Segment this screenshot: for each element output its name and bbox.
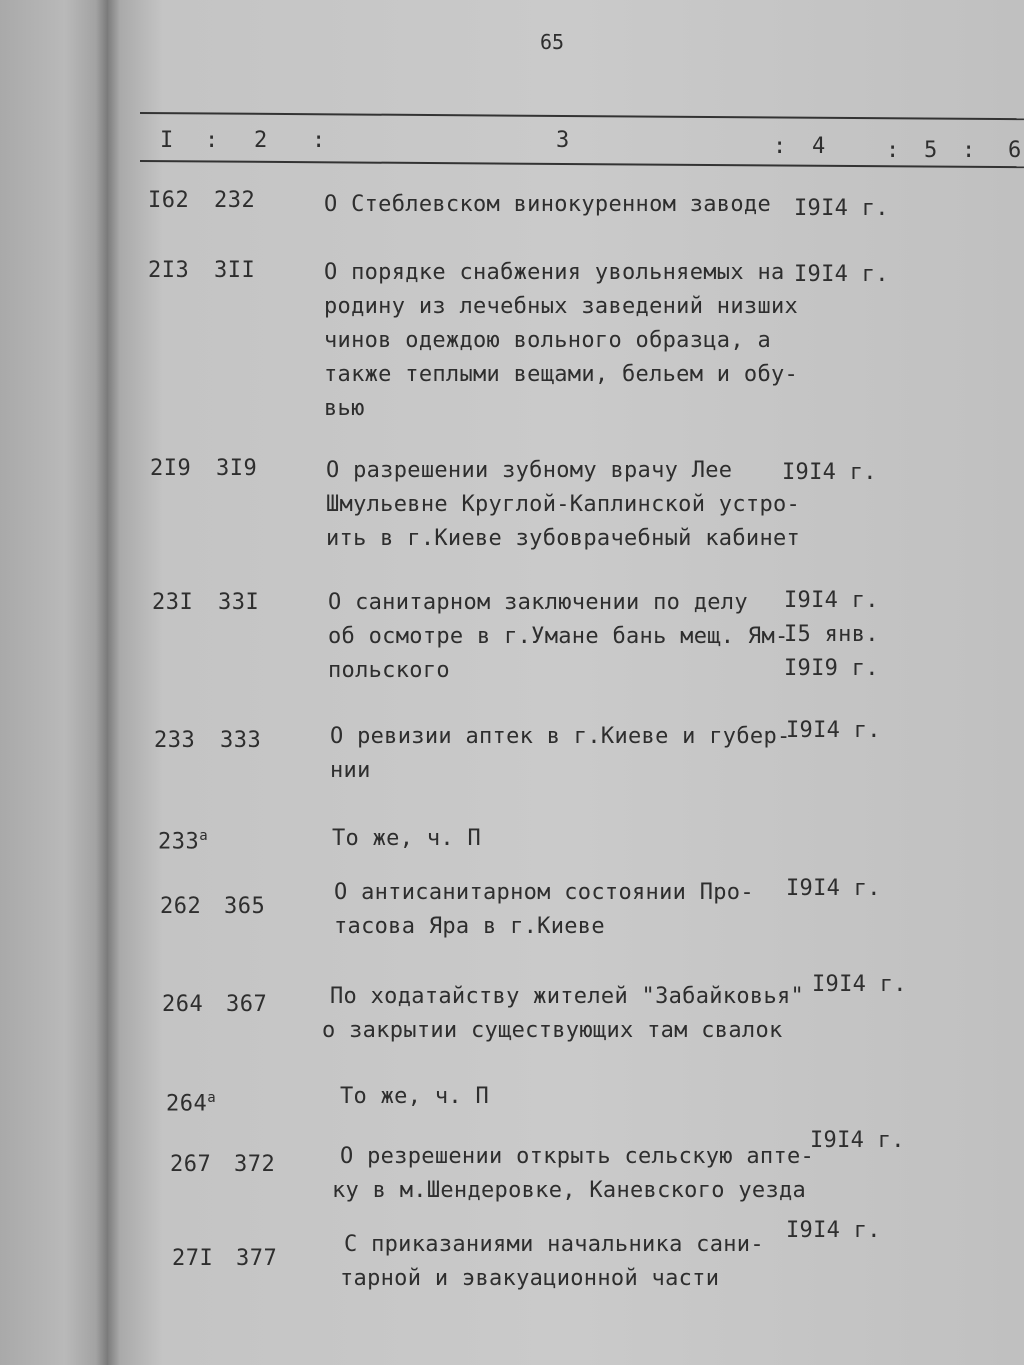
description-line: тасова Яра в г.Киеве <box>334 914 605 939</box>
row-8-col-1: 264 <box>162 992 204 1017</box>
row-3-date <box>782 456 877 490</box>
description-line: нии <box>330 758 371 783</box>
row-11-description <box>340 1228 764 1296</box>
description-line: О Стеблевском винокуренном заводе <box>324 192 771 217</box>
description-line: О резрешении открыть сельскую апте- <box>340 1144 815 1169</box>
row-6-description <box>332 822 481 856</box>
description-line: Шмульевне Круглой-Каплинской устро- <box>326 492 801 517</box>
row-7-description <box>334 876 754 944</box>
date-line: I9I4 г. <box>786 1218 881 1243</box>
header-col-3: 3 <box>556 128 570 153</box>
row-3-description <box>326 454 800 556</box>
row-1-col-2: 232 <box>214 188 256 213</box>
row-10-col-2: 372 <box>234 1152 276 1177</box>
date-line: I9I4 г. <box>786 876 881 901</box>
description-line: также теплыми вещами, бельем и обу- <box>324 362 799 387</box>
date-line: I5 янв. <box>784 622 879 647</box>
file-number: 233 <box>158 829 200 855</box>
row-10-description <box>332 1140 814 1208</box>
file-number: 264 <box>166 1091 208 1117</box>
description-line: О санитарном заключении по делу <box>328 590 748 615</box>
description-line: о закрытии существующих там свалок <box>322 1018 783 1043</box>
binding-gutter <box>96 0 120 1365</box>
description-line: По ходатайству жителей "Забайковья" <box>330 984 805 1009</box>
header-col-5: 5 <box>924 138 938 163</box>
header-sep: : <box>962 138 976 163</box>
facing-page-edge <box>0 0 108 1365</box>
row-6-col-1 <box>158 828 208 854</box>
description-line: родину из лечебных заведений низших <box>324 294 799 319</box>
date-line: I9I4 г. <box>812 972 907 997</box>
description-line: С приказаниями начальника сани- <box>344 1232 764 1257</box>
description-line: То же, ч. П <box>340 1084 489 1109</box>
header-col-1: I <box>160 128 174 153</box>
row-2-date <box>794 258 889 292</box>
row-9-description <box>340 1080 489 1114</box>
row-2-col-1: 2I3 <box>148 258 190 283</box>
description-line: об осмотре в г.Умане бань мещ. Ям- <box>328 624 789 649</box>
description-line: ку в м.Шендеровке, Каневского уезда <box>332 1178 807 1203</box>
header-sep: : <box>312 128 326 153</box>
header-sep: : <box>886 138 900 163</box>
header-sep: : <box>205 128 219 153</box>
file-number-suffix: а <box>207 1090 217 1106</box>
description-line: тарной и эвакуационной части <box>340 1266 720 1291</box>
row-1-date <box>794 192 889 226</box>
row-2-description <box>324 256 798 426</box>
description-line: О антисанитарном состоянии Про- <box>334 880 754 905</box>
row-11-col-2: 377 <box>236 1246 278 1271</box>
header-col-4: 4 <box>812 134 826 159</box>
date-line: I9I4 г. <box>794 262 889 287</box>
row-4-col-2: 33I <box>218 590 260 615</box>
row-11-col-1: 27I <box>172 1246 214 1271</box>
row-7-date <box>786 872 881 906</box>
description-line: То же, ч. П <box>332 826 481 851</box>
description-line: польского <box>328 658 450 683</box>
row-5-col-1: 233 <box>154 728 196 753</box>
row-7-col-1: 262 <box>160 894 202 919</box>
row-5-description <box>330 720 791 788</box>
date-line: I9I4 г. <box>782 460 877 485</box>
page-number: 65 <box>540 30 565 54</box>
row-10-date <box>810 1124 905 1158</box>
date-line: I9I4 г. <box>810 1128 905 1153</box>
file-number-suffix: а <box>199 828 209 844</box>
row-4-date <box>784 584 879 686</box>
row-8-date <box>812 968 907 1002</box>
row-5-col-2: 333 <box>220 728 262 753</box>
description-line: О ревизии аптек в г.Киеве и губер- <box>330 724 791 749</box>
row-8-description <box>322 980 804 1048</box>
date-line: I9I4 г. <box>794 196 889 221</box>
description-line: чинов одеждою вольного образца, а <box>324 328 771 353</box>
header-sep: : <box>773 134 787 159</box>
row-1-col-1: I62 <box>148 188 190 213</box>
row-4-description <box>328 586 789 688</box>
row-3-col-1: 2I9 <box>150 456 192 481</box>
header-col-2: 2 <box>254 128 268 153</box>
row-7-col-2: 365 <box>224 894 266 919</box>
description-line: О порядке снабжения увольняемых на <box>324 260 785 285</box>
description-line: ить в г.Киеве зубоврачебный кабинет <box>326 526 801 551</box>
date-line: I9I9 г. <box>784 656 879 681</box>
row-11-date <box>786 1214 881 1248</box>
row-2-col-2: 3II <box>214 258 256 283</box>
description-line: О разрешении зубному врачу Лее <box>326 458 733 483</box>
row-9-col-1 <box>166 1090 216 1116</box>
row-4-col-1: 23I <box>152 590 194 615</box>
row-5-date <box>786 714 881 748</box>
date-line: I9I4 г. <box>784 588 879 613</box>
row-3-col-2: 3I9 <box>216 456 258 481</box>
header-col-6: 6 <box>1008 138 1022 163</box>
row-10-col-1: 267 <box>170 1152 212 1177</box>
row-1-description <box>324 188 771 222</box>
row-8-col-2: 367 <box>226 992 268 1017</box>
description-line: вью <box>324 396 365 421</box>
date-line: I9I4 г. <box>786 718 881 743</box>
